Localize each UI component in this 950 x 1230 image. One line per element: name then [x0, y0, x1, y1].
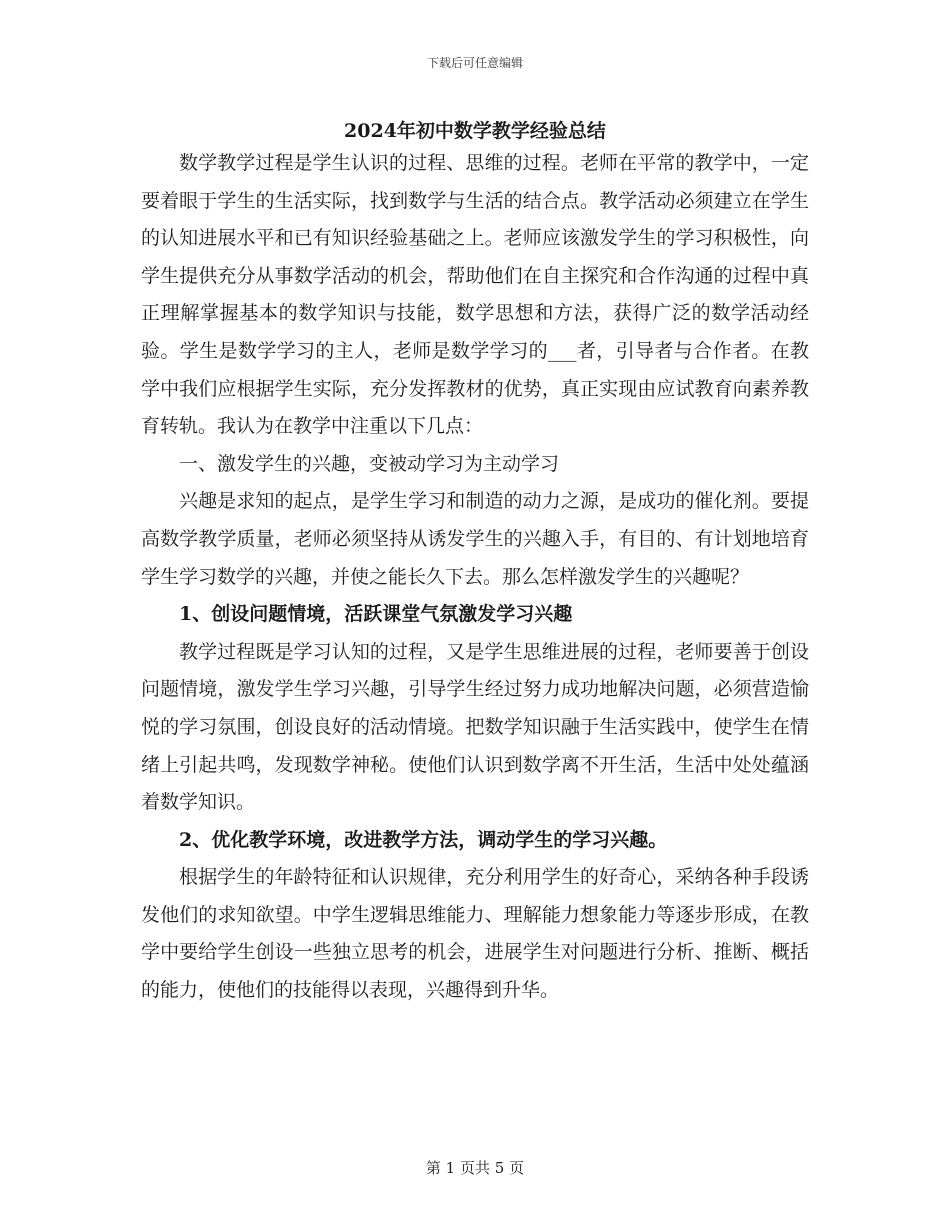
intro-paragraph: 数学教学过程是学生认识的过程、思维的过程。老师在平常的教学中，一定要着眼于学生的生活实际，找到数学与生活的结合点。教学活动必须建立在学生的认知进展水平和已有知识经验基础之上。老师应该激发学生的学习积极性，向学生提供充分从事数学活动的机会，帮助他们在自主探究和合作沟通的过程中真正理解掌握基本的数学知识与技能，数学思想和方法，获得广泛的数学活动经验。学生是数学学习的主人，老师是数学学习的___者，引导者与合作者。在教学中我们应根据学生实际，充分发挥教材的优势，真正实现由应试教育向素养教育转轨。我认为在教学中注重以下几点：: [141, 152, 809, 438]
body-paragraph: 根据学生的年龄特征和认识规律，充分利用学生的好奇心，采纳各种手段诱发他们的求知欲望。中学生逻辑思维能力、理解能力想象能力等逐步形成，在教学中要给学生创设一些独立思考的机会，进展学生对问题进行分析、推断、概括的能力，使他们的技能得以表现，兴趣得到升华。: [141, 866, 809, 1002]
body-paragraph: 教学过程既是学习认知的过程，又是学生思维进展的过程，老师要善于创设问题情境，激发学生学习兴趣，引导学生经过努力成功地解决问题，必须营造愉悦的学习氛围，创设良好的活动情境。把数学知识融于生活实践中，使学生在情绪上引起共鸣，发现数学神秘。使他们认识到数学离不开生活，生活中处处蕴涵着数学知识。: [141, 640, 809, 814]
subsection-heading-1: 1、创设问题情境，活跃课堂气氛激发学习兴趣: [179, 603, 573, 626]
page-footer: 第 1 页共 5 页: [425, 1159, 525, 1177]
document-title: 2024年初中数学教学经验总结: [344, 120, 606, 142]
body-paragraph: 兴趣是求知的起点，是学生学习和制造的动力之源，是成功的催化剂。要提高数学教学质量，老师必须坚持从诱发学生的兴趣入手，有目的、有计划地培育学生学习数学的兴趣，并使之能长久下去。那么怎样激发学生的兴趣呢？: [141, 490, 809, 588]
subsection-heading-2: 2、优化教学环境，改进教学方法，调动学生的学习兴趣。: [179, 828, 668, 851]
page-header: 下载后可任意编辑: [426, 56, 523, 70]
section-heading-1: 一、激发学生的兴趣，变被动学习为主动学习: [179, 452, 560, 475]
document-body: [141, 145, 809, 1010]
